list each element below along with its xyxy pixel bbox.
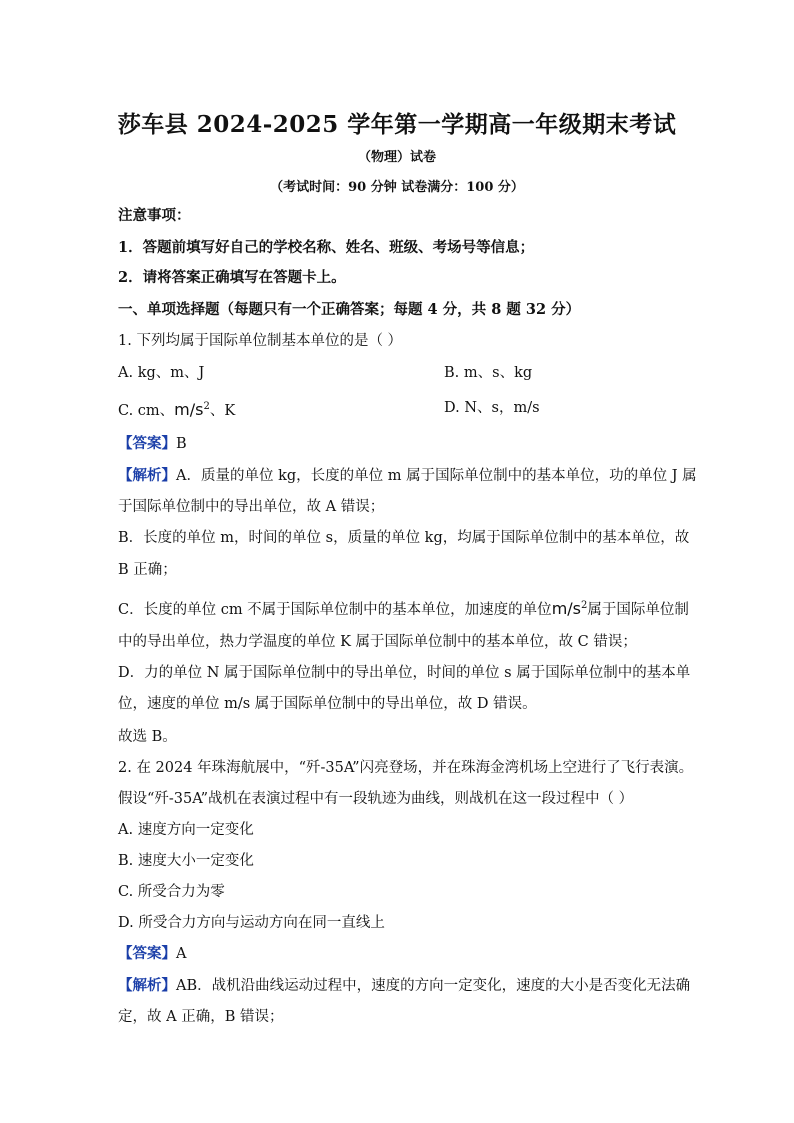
notice-item-2: 2．请将答案正确填写在答题卡上。 xyxy=(118,269,346,286)
notice-heading: 注意事项： xyxy=(118,207,191,224)
q1-analysis-line-4: B 正确； xyxy=(118,562,177,578)
q2-analysis-line-1 xyxy=(118,976,690,996)
exam-time-info: （考试时间：90 分钟 试卷满分：100 分） xyxy=(270,180,524,195)
q2-option-d: D. 所受合力方向与运动方向在同一直线上 xyxy=(118,915,385,931)
q2-option-c: C. 所受合力为零 xyxy=(118,884,225,900)
exam-title: 莎车县 2024-2025 学年第一学期高一年级期末考试 xyxy=(117,111,677,138)
q1-analysis-line-3: B．长度的单位 m，时间的单位 s，质量的单位 kg，均属于国际单位制中的基本单位，故 xyxy=(118,530,690,546)
q2-stem-line-1: 2. 在 2024 年珠海航展中，“歼-35A”闪亮登场，并在珠海金湾机场上空进行了飞行表演。 xyxy=(118,760,694,776)
q1-analysis-text-1: A．质量的单位 kg，长度的单位 m 属于国际单位制中的基本单位，功的单位 J 属 xyxy=(176,468,697,484)
exam-subtitle: （物理）试卷 xyxy=(357,150,436,165)
q2-answer-value: A xyxy=(176,946,187,962)
q1-option-b: B. m、s、kg xyxy=(444,365,533,381)
q2-analysis-line-2: 定，故 A 正确，B 错误； xyxy=(118,1009,284,1025)
q1-analysis-line-2: 于国际单位制中的导出单位，故 A 错误； xyxy=(118,499,385,515)
q1-option-c-unit: m/s xyxy=(174,399,204,419)
notice-item-1: 1．答题前填写好自己的学校名称、姓名、班级、考场号等信息； xyxy=(118,239,535,256)
q1-analysis-line-9: 故选 B。 xyxy=(118,729,177,745)
q1-option-c-sup: 2 xyxy=(203,401,210,412)
q1-option-d: D. N、s，m/s xyxy=(444,400,540,416)
q1-answer-value: B xyxy=(176,436,187,452)
q1-analysis-line-7: D．力的单位 N 属于国际单位制中的导出单位，时间的单位 s 属于国际单位制中的基本单 xyxy=(118,665,691,681)
q1-answer-tag: 【答案】 xyxy=(118,435,176,452)
q1-answer xyxy=(118,434,187,454)
q1-option-a: A. kg、m、J xyxy=(118,365,205,381)
q2-stem-line-2: 假设“歼-35A”战机在表演过程中有一段轨迹为曲线，则战机在这一段过程中（ ） xyxy=(118,791,634,807)
q1-analysis-line-5 xyxy=(118,596,689,620)
q1-analysis-c-suffix: 属于国际单位制 xyxy=(587,601,689,618)
q1-analysis-c-unit: m/s xyxy=(551,598,581,618)
q2-answer xyxy=(118,944,186,964)
q1-analysis-c-sup: 2 xyxy=(581,600,588,611)
q1-option-c-prefix: C. cm、 xyxy=(118,402,175,419)
section-heading: 一、单项选择题（每题只有一个正确答案；每题 4 分，共 8 题 32 分） xyxy=(118,301,581,318)
q1-option-c xyxy=(118,397,235,421)
q1-analysis-line-8: 位，速度的单位 m/s 属于国际单位制中的导出单位，故 D 错误。 xyxy=(118,696,537,712)
q2-option-b: B. 速度大小一定变化 xyxy=(118,853,254,869)
q1-analysis-line-1 xyxy=(118,466,697,486)
q1-analysis-c-prefix: C．长度的单位 cm 不属于国际单位制中的基本单位，加速度的单位 xyxy=(118,601,552,618)
q1-analysis-line-6: 中的导出单位，热力学温度的单位 K 属于国际单位制中的基本单位，故 C 错误； xyxy=(118,634,637,650)
q2-analysis-text-1: AB．战机沿曲线运动过程中，速度的方向一定变化，速度的大小是否变化无法确 xyxy=(176,978,691,994)
q2-answer-tag: 【答案】 xyxy=(118,945,176,962)
q1-stem: 1. 下列均属于国际单位制基本单位的是（ ） xyxy=(118,333,403,349)
q1-analysis-tag: 【解析】 xyxy=(118,467,176,484)
q2-analysis-tag: 【解析】 xyxy=(118,977,176,994)
q1-option-c-suffix: 、K xyxy=(209,402,236,419)
q2-option-a: A. 速度方向一定变化 xyxy=(118,822,254,838)
